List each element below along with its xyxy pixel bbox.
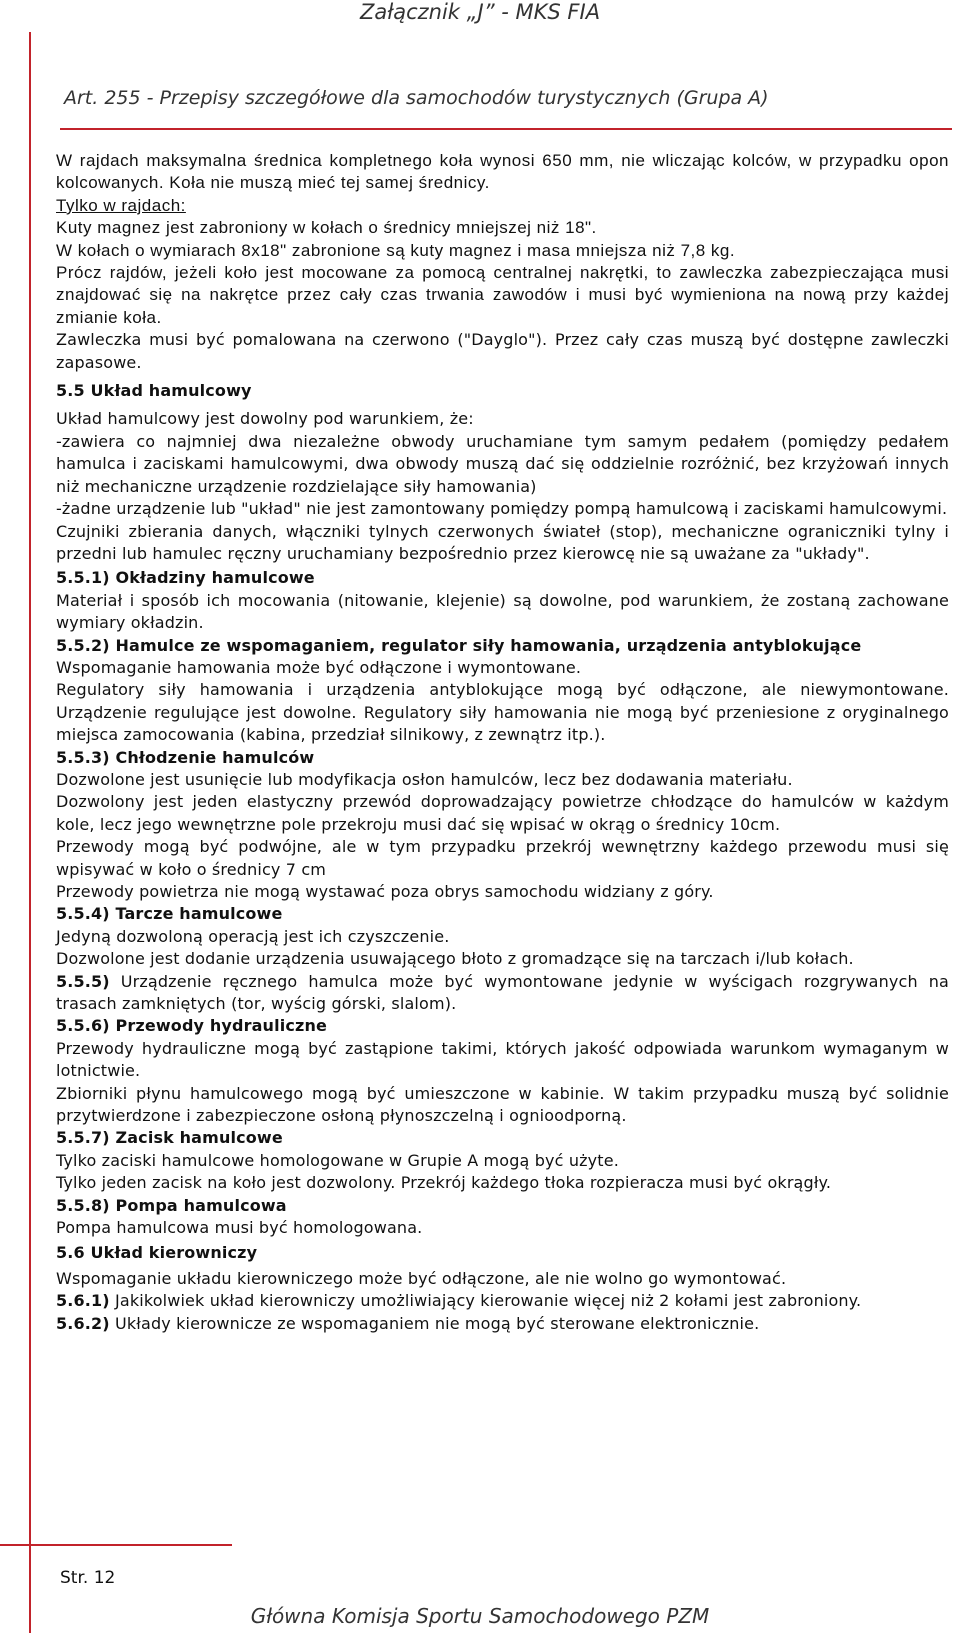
paragraph: Wspomaganie hamowania może być odłączone i wymontowane. [56,657,582,677]
subsection-heading-5-5-6: 5.5.6) Przewody hydrauliczne [56,1016,328,1036]
paragraph: Pompa hamulcowa musi być homologowana. [56,1218,423,1238]
section-heading-5-5: 5.5 Układ hamulcowy [56,381,252,401]
subsection-heading-5-5-8: 5.5.8) Pompa hamulcowa [56,1195,287,1215]
paragraph: Przewody powietrza nie mogą wystawać poza obrys samochodu widziany z góry. [56,882,714,901]
subsection-heading-5-5-2: 5.5.2) Hamulce ze wspomaganiem, regulator siły hamowania, urządzenia antyblokujące [56,635,862,655]
paragraph: Jedyną dozwoloną operacją jest ich czyszczenie. [56,926,450,946]
paragraph-5-6-2 [56,1313,949,1335]
underlined-note: Tylko w rajdach: [56,195,186,215]
list-item: -żadne urządzenie lub "układ" nie jest zamontowany pomiędzy pompą hamulcową i zaciskami hamulcowymi. [56,499,948,519]
subsection-text: Urządzenie ręcznego hamulca może być wymontowane jedynie w wyścigach rozgrywanych na trasach zamkniętych (tor, wyścig górski, slalom). [56,971,949,1014]
subsection-label: 5.6.2) [56,1313,110,1333]
left-margin-rule [29,32,31,1633]
paragraph-5-6-1 [56,1290,949,1312]
subsection-heading-5-5-4: 5.5.4) Tarcze hamulcowe [56,904,283,924]
paragraph: Dozwolony jest jeden elastyczny przewód doprowadzający powietrze chłodzące do hamulców w każdym kole, lecz jego wewnętrzne pole przekroju musi dać się wpisać w okrąg o średnicy 10cm. [56,792,949,834]
paragraph: Wspomaganie układu kierowniczego może być odłączone, ale nie wolno go wymontować. [56,1268,787,1288]
list-item: -zawiera co najmniej dwa niezależne obwody uruchamiane tym samym pedałem (pomiędzy pedałem hamulca i zaciskami hamulcowymi, dwa obwody muszą dać się oddzielnie rozróżnić, bez krzyżowań innych niż mechaniczne urządzenie rozdzielające siły hamowania) [56,431,949,496]
document-header-title: Załącznik „J” - MKS FIA [359,0,601,24]
footer-organization: Główna Komisja Sportu Samochodowego PZM [250,1604,710,1628]
paragraph: W kołach o wymiarach 8x18" zabronione są kuty magnez i masa mniejsza niż 7,8 kg. [56,240,736,260]
paragraph: W rajdach maksymalna średnica kompletnego koła wynosi 650 mm, nie wliczając kolców, w przypadku opon kolcowanych. Koła nie muszą mieć tej samej średnicy. [56,151,949,193]
subsection-label: 5.5.5) [56,971,110,991]
paragraph: Zawleczka musi być pomalowana na czerwono ("Dayglo"). Przez cały czas muszą być dostępne zawleczki zapasowe. [56,330,949,372]
section-heading-5-6: 5.6 Układ kierowniczy [56,1242,258,1262]
paragraph: Układ hamulcowy jest dowolny pod warunkiem, że: [56,409,474,429]
paragraph: Dozwolone jest usunięcie lub modyfikacja osłon hamulców, lecz bez dodawania materiału. [56,769,793,789]
paragraph: Tylko jeden zacisk na koło jest dozwolony. Przekrój każdego tłoka rozpieracza musi być okrągły. [56,1173,832,1193]
paragraph: Przewody mogą być podwójne, ale w tym przypadku przekrój wewnętrzny każdego przewodu musi się wpisywać w koło o średnicy 7 cm [56,837,949,879]
footer-rule [0,1544,232,1546]
subsection-text: Układy kierownicze ze wspomaganiem nie mogą być sterowane elektronicznie. [109,1313,760,1333]
paragraph: Zbiorniki płynu hamulcowego mogą być umieszczone w kabinie. W takim przypadku muszą być solidnie przytwierdzone i zabezpieczone osłoną płynoszczelną i ognioodporną. [56,1083,949,1126]
paragraph: Kuty magnez jest zabroniony w kołach o średnicy mniejszej niż 18". [56,218,597,238]
article-title: Art. 255 - Przepisy szczegółowe dla samochodów turystycznych (Grupa A) [64,87,769,109]
page-number: Str. 12 [60,1568,116,1588]
paragraph: Czujniki zbierania danych, włączniki tylnych czerwonych świateł (stop), mechaniczne ograniczniki tylny i przedni lub hamulec ręczny uruchamiany bezpośrednio przez kierowcę nie są uważane za "układy". [56,521,949,563]
paragraph: Tylko zaciski hamulcowe homologowane w Grupie A mogą być użyte. [56,1150,619,1170]
paragraph-5-5-5 [56,971,949,1016]
paragraph: Materiał i sposób ich mocowania (nitowanie, klejenie) są dowolne, pod warunkiem, że zostaną zachowane wymiary okładzin. [56,590,949,633]
subsection-label: 5.6.1) [56,1291,110,1311]
paragraph: Regulatory siły hamowania i urządzenia antyblokujące mogą być odłączone, ale niewymontowane. Urządzenie regulujące jest dowolne. Regulatory siły hamowania nie mogą być przeniesione z oryginalnego miejsca zamocowania (kabina, przedział silnikowy, z zewnątrz itp.). [56,680,949,745]
subsection-heading-5-5-3: 5.5.3) Chłodzenie hamulców [56,747,315,767]
paragraph: Dozwolone jest dodanie urządzenia usuwającego błoto z gromadzące się na tarczach i/lub kołach. [56,949,854,969]
paragraph: Prócz rajdów, jeżeli koło jest mocowane za pomocą centralnej nakrętki, to zawleczka zabezpieczająca musi znajdować się na nakrętce przez cały czas trwania zawodów i musi być wymieniona na nową przy każdej zmianie koła. [56,263,949,327]
paragraph: Przewody hydrauliczne mogą być zastąpione takimi, których jakość odpowiada warunkom wymaganym w lotnictwie. [56,1038,949,1081]
subsection-heading-5-5-1: 5.5.1) Okładziny hamulcowe [56,568,315,588]
header-rule [60,128,952,130]
subsection-heading-5-5-7: 5.5.7) Zacisk hamulcowe [56,1128,283,1148]
page-body [56,150,949,1335]
subsection-text: Jakikolwiek układ kierowniczy umożliwiający kierowanie więcej niż 2 kołami jest zabroniony. [109,1291,862,1311]
